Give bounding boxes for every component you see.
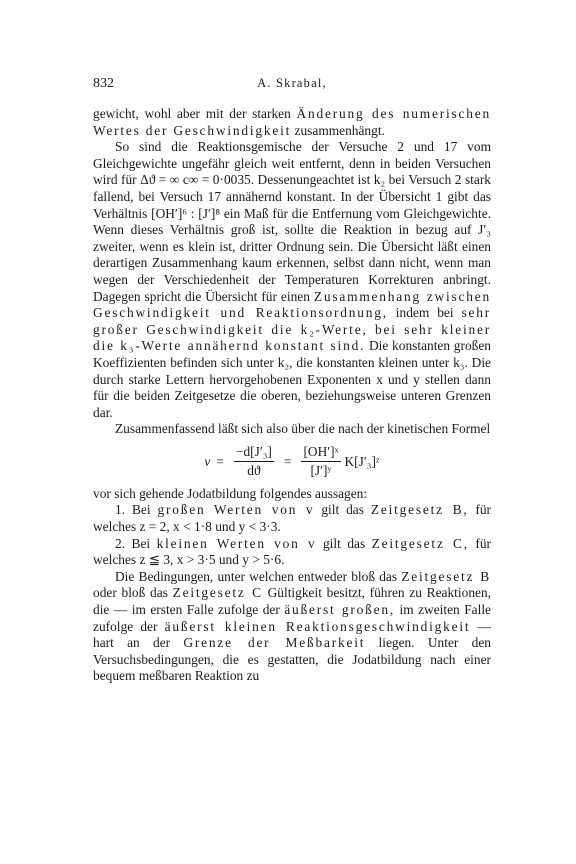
text-run: indem bei bbox=[387, 305, 462, 321]
text-run: vor sich gehende Jodatbildung folgendes aussagen: bbox=[93, 485, 368, 501]
fraction-denominator: [J′]ʸ bbox=[310, 463, 332, 479]
emphasized-text: Zusammenhang zwischen Geschwindigkeit und Reaktionsordnung, bbox=[93, 288, 491, 321]
paragraph bbox=[93, 139, 491, 421]
formula-lhs: v bbox=[204, 453, 211, 469]
emphasized-text: äußerst kleinen Reaktionsgeschwindigkeit bbox=[164, 618, 471, 634]
emphasized-text: großen Werten von v bbox=[157, 502, 315, 518]
page-number: 832 bbox=[93, 76, 114, 91]
paragraph bbox=[93, 502, 491, 535]
text-run: gilt das bbox=[314, 502, 371, 518]
text-run: Gültigkeit besitzt, führen zu Reaktionen, die — im ersten Falle zufolge der bbox=[93, 585, 491, 618]
fraction-numerator: −d[J′₃] bbox=[234, 444, 274, 463]
emphasized-text: Zeitgesetz B, bbox=[370, 502, 469, 518]
text-run: im zweiten Falle zufolge der bbox=[93, 602, 491, 634]
text-run: liegen. Unter den Versuchsbedingungen, die es gestatten, die Jodatbildung nach einer bequem meßbaren Reaktion zu bbox=[93, 635, 491, 684]
text-run: Zusammenfassend läßt sich also über die nach der kinetischen Formel bbox=[115, 421, 491, 437]
text-run: Die konstanten großen Koeffizienten befinden sich unter k₂, die konstanten kleinen unter k₃. Die durch starke Lettern hervorgehobenen Exponenten x und y stellen dann für die beiden Zeitgesetze die oberen, beziehungsweise unteren Grenzen dar. bbox=[93, 338, 491, 420]
emphasized-text: Grenze der Meßbarkeit bbox=[183, 635, 366, 651]
emphasized-text: sehr großer Geschwindigkeit die k₂-Werte, bei sehr kleiner die k₃-Werte annähernd konstant sind. bbox=[93, 305, 492, 354]
text-run: für welches z ≦ 3, x > 3·5 und y > 5·6. bbox=[93, 535, 491, 568]
running-head: A. Skrabal, bbox=[257, 76, 327, 90]
emphasized-text: Zeitgesetz B bbox=[401, 568, 492, 584]
emphasized-text: Zeitgesetz C bbox=[172, 585, 263, 601]
text-run: zusammenhängt. bbox=[291, 122, 385, 138]
text-run: Die Bedingungen, unter welchen entweder bloß das bbox=[115, 568, 402, 584]
paragraph bbox=[93, 106, 491, 139]
formula-equals: = bbox=[283, 453, 292, 469]
emphasized-text: Zeitgesetz C, bbox=[371, 535, 469, 551]
fraction-denominator: dϑ bbox=[247, 463, 261, 479]
formula-equals: = bbox=[216, 453, 224, 469]
paragraph bbox=[93, 486, 491, 503]
text-run: So sind die Reaktionsgemische der Versuche 2 und 17 vom Gleichgewichte ungefähr gleich weit entfernt, denn in beiden Versuchen wird für Δϑ = ∞ c∞ = 0·0035. Dessenungeachtet ist k₂ bei Versuch 2 stark fallend, bei Versuch 17 annähernd konstant. In der Übersicht 1 gibt das Verhältnis [OH′]⁶ : [J′]⁸ ein Maß für die Entfernung vom Gleichgewichte. Wenn dieses Verhältnis groß ist, sollte die Reaktion in bezug auf J′₃ zweiter, wenn es klein ist, dritter Ordnung sein. Die Übersicht läßt einen derartigen Zusammenhang kaum erkennen, selbst dann nicht, wenn man wegen der Verschiedenheit der Temperaturen Korrekturen anbringt. Dagegen spricht die Übersicht für einen bbox=[93, 139, 491, 304]
text-run: gewicht, wohl aber mit der starken bbox=[93, 106, 297, 121]
formula-fraction-rate bbox=[234, 444, 274, 480]
emphasized-text: Änderung des numerischen Wertes der Geschwindigkeit bbox=[93, 106, 491, 138]
kinetic-formula bbox=[93, 438, 491, 486]
text-run: oder bloß das bbox=[93, 585, 173, 601]
text-run: 2. Bei bbox=[115, 535, 157, 551]
body-text bbox=[93, 106, 491, 685]
paragraph bbox=[93, 536, 491, 569]
paragraph bbox=[93, 569, 491, 685]
text-run: gilt das bbox=[316, 535, 372, 551]
emphasized-text: äußerst großen, bbox=[284, 602, 395, 618]
paragraph bbox=[93, 421, 491, 438]
formula-fraction-concentrations bbox=[301, 444, 340, 480]
text-run: 1. Bei bbox=[115, 502, 158, 518]
fraction-numerator: [OH′]ˣ bbox=[301, 444, 340, 463]
formula-tail: K[J′₃]ᶻ bbox=[344, 453, 380, 469]
page-header bbox=[93, 76, 491, 96]
text-run: für welches z = 2, x < 1·8 und y < 3·3. bbox=[93, 502, 491, 535]
text-run: — hart an der bbox=[93, 618, 491, 651]
emphasized-text: kleinen Werten von v bbox=[156, 535, 317, 551]
